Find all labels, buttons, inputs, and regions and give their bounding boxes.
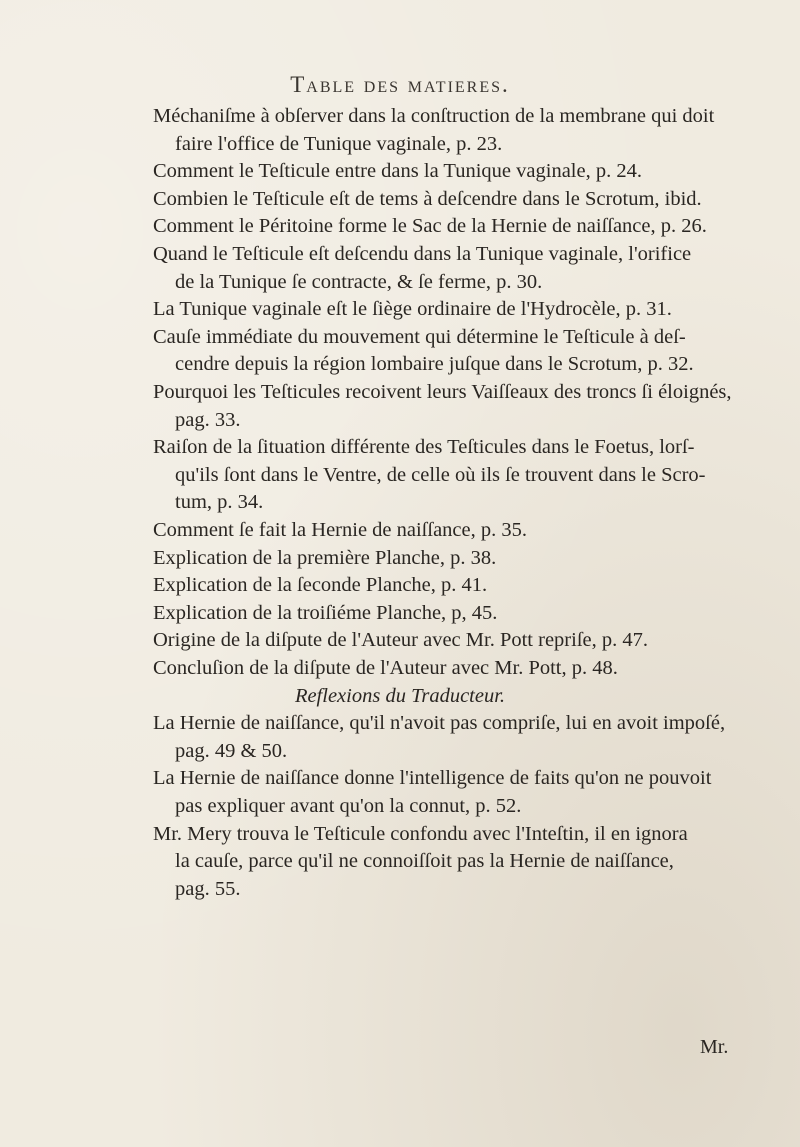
toc-entry-continuation: faire l'office de Tunique vaginale, p. 23. bbox=[175, 132, 503, 155]
toc-entry-continuation: pag. 33. bbox=[175, 408, 241, 431]
toc-entry-line: Combien le Teſticule eſt de tems à deſcendre dans le Scrotum, ibid. bbox=[153, 187, 702, 210]
toc-entry-line: Explication de la ſeconde Planche, p. 41. bbox=[153, 574, 488, 597]
toc-entry-line: La Hernie de naiſſance, qu'il n'avoit pas compriſe, lui en avoit impoſé, bbox=[153, 712, 726, 735]
toc-entry-line: Explication de la troiſiéme Planche, p, 45. bbox=[153, 601, 498, 624]
toc-entry-continuation: la cauſe, parce qu'il ne connoiſſoit pas la Hernie de naiſſance, bbox=[175, 850, 674, 873]
toc-entry-continuation: pag. 55. bbox=[175, 877, 241, 900]
toc-entry-line: Comment le Teſticule entre dans la Tunique vaginale, p. 24. bbox=[153, 160, 642, 183]
toc-entry-continuation: pag. 49 & 50. bbox=[175, 739, 288, 762]
section-heading: Reflexions du Traducteur. bbox=[294, 684, 506, 707]
toc-entry-line: Explication de la première Planche, p. 38. bbox=[153, 546, 497, 569]
toc-entry-continuation: qu'ils ſont dans le Ventre, de celle où ils ſe trouvent dans le Scro- bbox=[175, 463, 706, 486]
toc-entry-line: Méchaniſme à obſerver dans la conſtruction de la membrane qui doit bbox=[153, 105, 715, 127]
toc-entry-line: Raiſon de la ſituation différente des Teſticules dans le Foetus, lorſ- bbox=[153, 436, 695, 459]
toc-entry-continuation: pas expliquer avant qu'on la connut, p. 52. bbox=[175, 795, 522, 817]
toc-entry-line: Origine de la diſpute de l'Auteur avec Mr. Pott repriſe, p. 47. bbox=[153, 629, 648, 652]
toc-entry-line: Quand le Teſticule eſt deſcendu dans la Tunique vaginale, l'orifice bbox=[153, 243, 692, 265]
toc-entry-continuation: tum, p. 34. bbox=[175, 491, 264, 514]
toc-entry-line: Comment le Péritoine forme le Sac de la Hernie de naiſſance, p. 26. bbox=[153, 215, 707, 238]
catchword: Mr. bbox=[700, 1036, 729, 1058]
toc-entry-line: La Hernie de naiſſance donne l'intelligence de faits qu'on ne pouvoit bbox=[153, 767, 712, 790]
toc-entry-line: Mr. Mery trouva le Teſticule confondu avec l'Inteſtin, il en ignora bbox=[153, 822, 688, 845]
toc-entry-continuation: cendre depuis la région lombaire juſque dans le Scrotum, p. 32. bbox=[175, 353, 694, 376]
toc-entry-line: Concluſion de la diſpute de l'Auteur avec Mr. Pott, p. 48. bbox=[153, 657, 618, 679]
toc-entry-continuation: de la Tunique ſe contracte, & ſe ferme, p. 30. bbox=[175, 270, 543, 293]
toc-entry-line: Pourquoi les Teſticules recoivent leurs Vaiſſeaux des troncs ſi éloignés, bbox=[153, 381, 732, 403]
toc-entry-line: Comment ſe fait la Hernie de naiſſance, p. 35. bbox=[153, 519, 527, 541]
toc-entry-line: Cauſe immédiate du mouvement qui détermine le Teſticule à deſ- bbox=[153, 325, 686, 348]
toc-entry-line: La Tunique vaginale eſt le ſiège ordinaire de l'Hydrocèle, p. 31. bbox=[153, 298, 672, 321]
running-head: Table des matieres. bbox=[290, 72, 510, 97]
